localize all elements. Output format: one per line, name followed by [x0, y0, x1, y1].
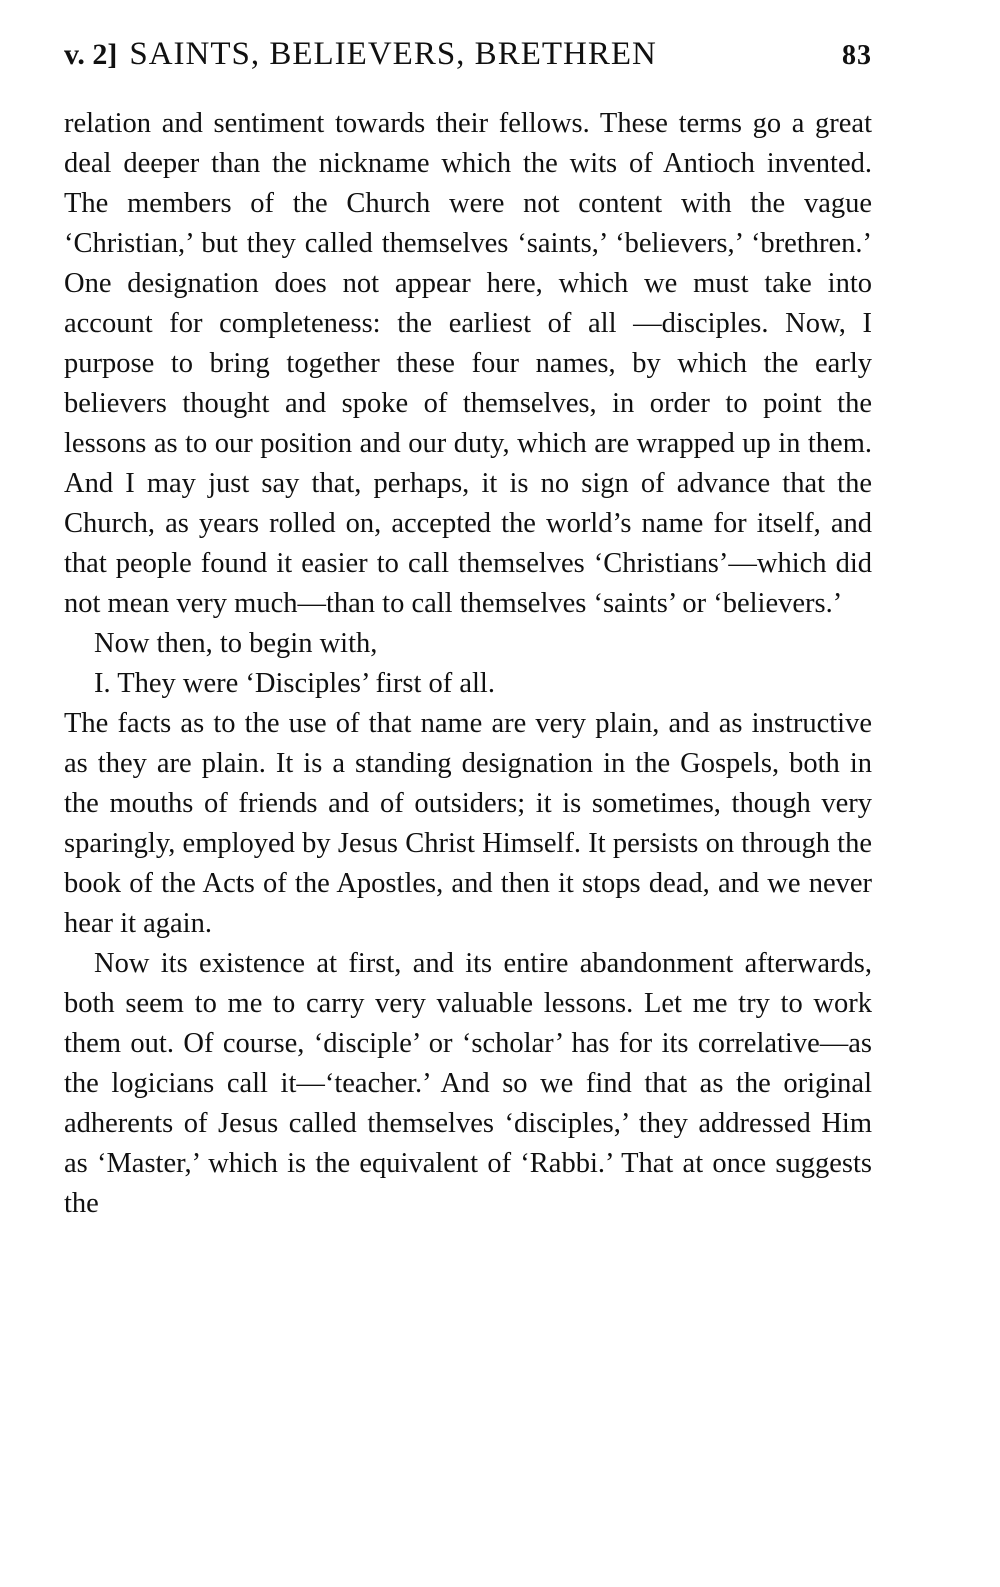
running-header: [64, 36, 872, 88]
paragraph-intro: Now then, to begin with,: [94, 628, 378, 659]
section-heading-disciples: I. They were ‘Disciples’ first of all.: [94, 668, 495, 699]
paragraph: The facts as to the use of that name are very plain, and as instructive as they are plain. It is a standing designation in the Gospels, both in the mouths of friends and of outsiders; it is sometimes, though very sparingly, employed by Jesus Christ Himself. It persists on through the book of the Acts of the Apostles, and then it stops dead, and we never hear it again.: [64, 708, 872, 939]
body-text: [64, 104, 872, 1224]
book-page: [64, 36, 872, 1224]
page-number: 83: [842, 40, 872, 71]
section-marker: v. 2]: [64, 38, 118, 71]
chapter-title: SAINTS, BELIEVERS, BRETHREN: [129, 36, 657, 72]
paragraph-continued: relation and sentiment towards their fellows. These terms go a great deal deeper than the nickname which the wits of Antioch invented. The members of the Church were not content with the vague ‘Christian,’ but they called themselves ‘saints,’ ‘believers,’ ‘brethren.’ One designation does not appear here, which we must take into account for completeness: the earliest of all —disciples. Now, I purpose to bring together these four names, by which the early believers thought and spoke of themselves, in order to point the lessons as to our position and our duty, which are wrapped up in them. And I may just say that, perhaps, it is no sign of advance that the Church, as years rolled on, accepted the world’s name for itself, and that people found it easier to call themselves ‘Christians’—which did not mean very much—than to call themselves ‘saints’ or ‘believers.’: [64, 108, 872, 619]
paragraph: Now its existence at first, and its entire abandonment afterwards, both seem to me to carry very valuable lessons. Let me try to work them out. Of course, ‘disciple’ or ‘scholar’ has for its correlative—as the logicians call it—‘teacher.’ And so we find that as the original adherents of Jesus called themselves ‘disciples,’ they addressed Him as ‘Master,’ which is the equivalent of ‘Rabbi.’ That at once suggests the: [64, 948, 872, 1219]
